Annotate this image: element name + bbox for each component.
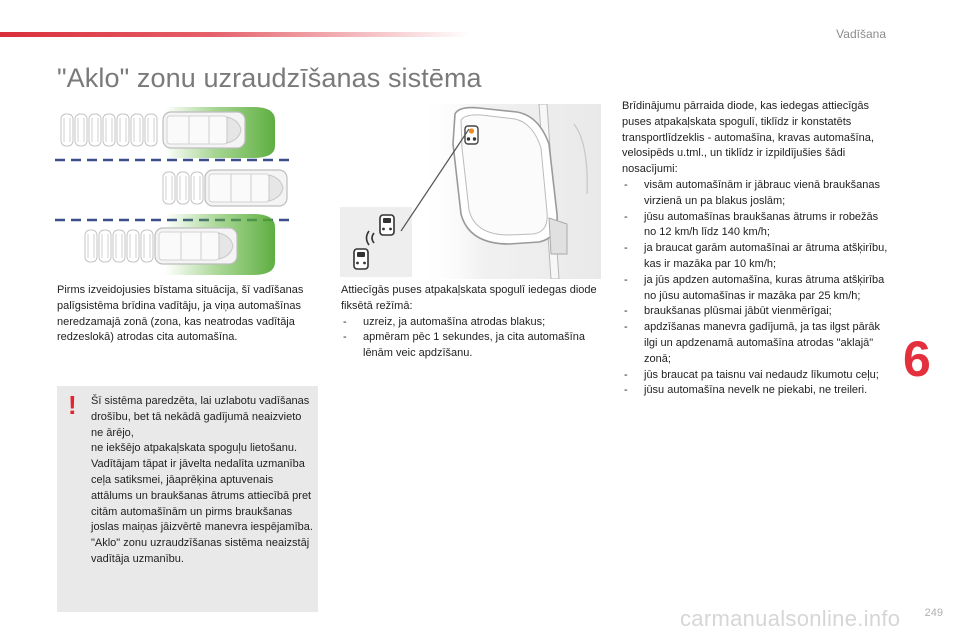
list-item: - uzreiz, ja automašīna atrodas blakus; [341,315,601,331]
right-intro: Brīdinājumu pārraida diode, kas iedegas attiecīgās puses atpakaļskata spogulī, tiklīdz ir konstatēts transportlīdzeklis - automašīna, kravas automašīna, velosipēds u.tml., un tiklīdz ir izpildījušies šādi nosacījumi: [622,100,874,176]
list-item: - visām automašīnām ir jābrauc vienā braukšanas virzienā un pa blakus joslām; [622,178,890,210]
middle-list [341,315,601,362]
page-title: "Aklo" zonu uzraudzīšanas sistēma [57,63,482,93]
warning-line: ne iekšējo atpakaļskata spoguļu lietošanu. Vadītājam tāpat ir jāvelta nedalīta uzmanība ceļa satiksmei, jāaprēķina aptuvenais attālums un braukšanas ātrums attiecībā pret citām automašīnām un pirms braukšanas joslas maiņas jāizvērtē manevra iespējamība. [91,442,313,534]
warning-box [57,386,318,612]
conditions-list [622,178,890,399]
list-item: - ja jūs apdzen automašīna, kuras ātruma atšķirība no jūsu automašīnas ir mazāka par 25 km/h; [622,273,890,305]
right-paragraph [622,99,890,399]
page-number: 249 [924,607,943,619]
car-top [61,112,245,148]
list-item: - apdzīšanas manevra gadījumā, ja tas ilgst pārāk ilgi un apdzenamā automašīna atrodas "aklajā" zonā; [622,320,890,367]
warning-line: "Aklo" zonu uzraudzīšanas sistēma neaizstāj vadītāja uzmanību. [91,537,310,565]
section-label: Vadīšana [836,27,886,41]
list-item: - braukšanas plūsmai jābūt vienmērīgai; [622,304,890,320]
list-item: - jūsu automašīna nevelk ne piekabi, ne treileri. [622,383,890,399]
list-item: - ja braucat garām automašīnai ar ātruma atšķirību, kas ir mazāka par 10 km/h; [622,241,890,273]
car-bottom [85,228,237,264]
watermark: carmanualsonline.info [680,606,901,631]
list-item: - apmēram pēc 1 sekundes, ja cita automašīna lēnām veic apdzīšanu. [341,330,601,362]
callout-line [395,125,475,235]
blind-spot-zones-illustration [55,102,290,280]
header-accent-bar [0,32,470,37]
middle-intro: Attiecīgās puses atpakaļskata spogulī iedegas diode fiksētā režīmā: [341,284,597,312]
warning-text [91,394,313,568]
left-intro-paragraph: Pirms izveidojusies bīstama situācija, šī vadīšanas palīgsistēma brīdina vadītāju, ja viņa automašīnas neredzamajā zonā (zona, kas neatrodas vadītāja redzeslokā) atrodas cita automašīna. [57,284,304,344]
list-item: - jūs braucat pa taisnu vai nedaudz līkumotu ceļu; [622,368,890,384]
warning-line: Šī sistēma paredzēta, lai uzlabotu vadīšanas drošību, bet tā nekādā gadījumā neaizvieto ne ārējo, [91,395,310,439]
chapter-number: 6 [903,331,931,387]
warning-icon: ! [68,390,77,420]
car-middle [163,170,287,206]
list-item: - jūsu automašīnas braukšanas ātrums ir robežās no 12 km/h līdz 140 km/h; [622,210,890,242]
middle-paragraph [341,283,601,362]
